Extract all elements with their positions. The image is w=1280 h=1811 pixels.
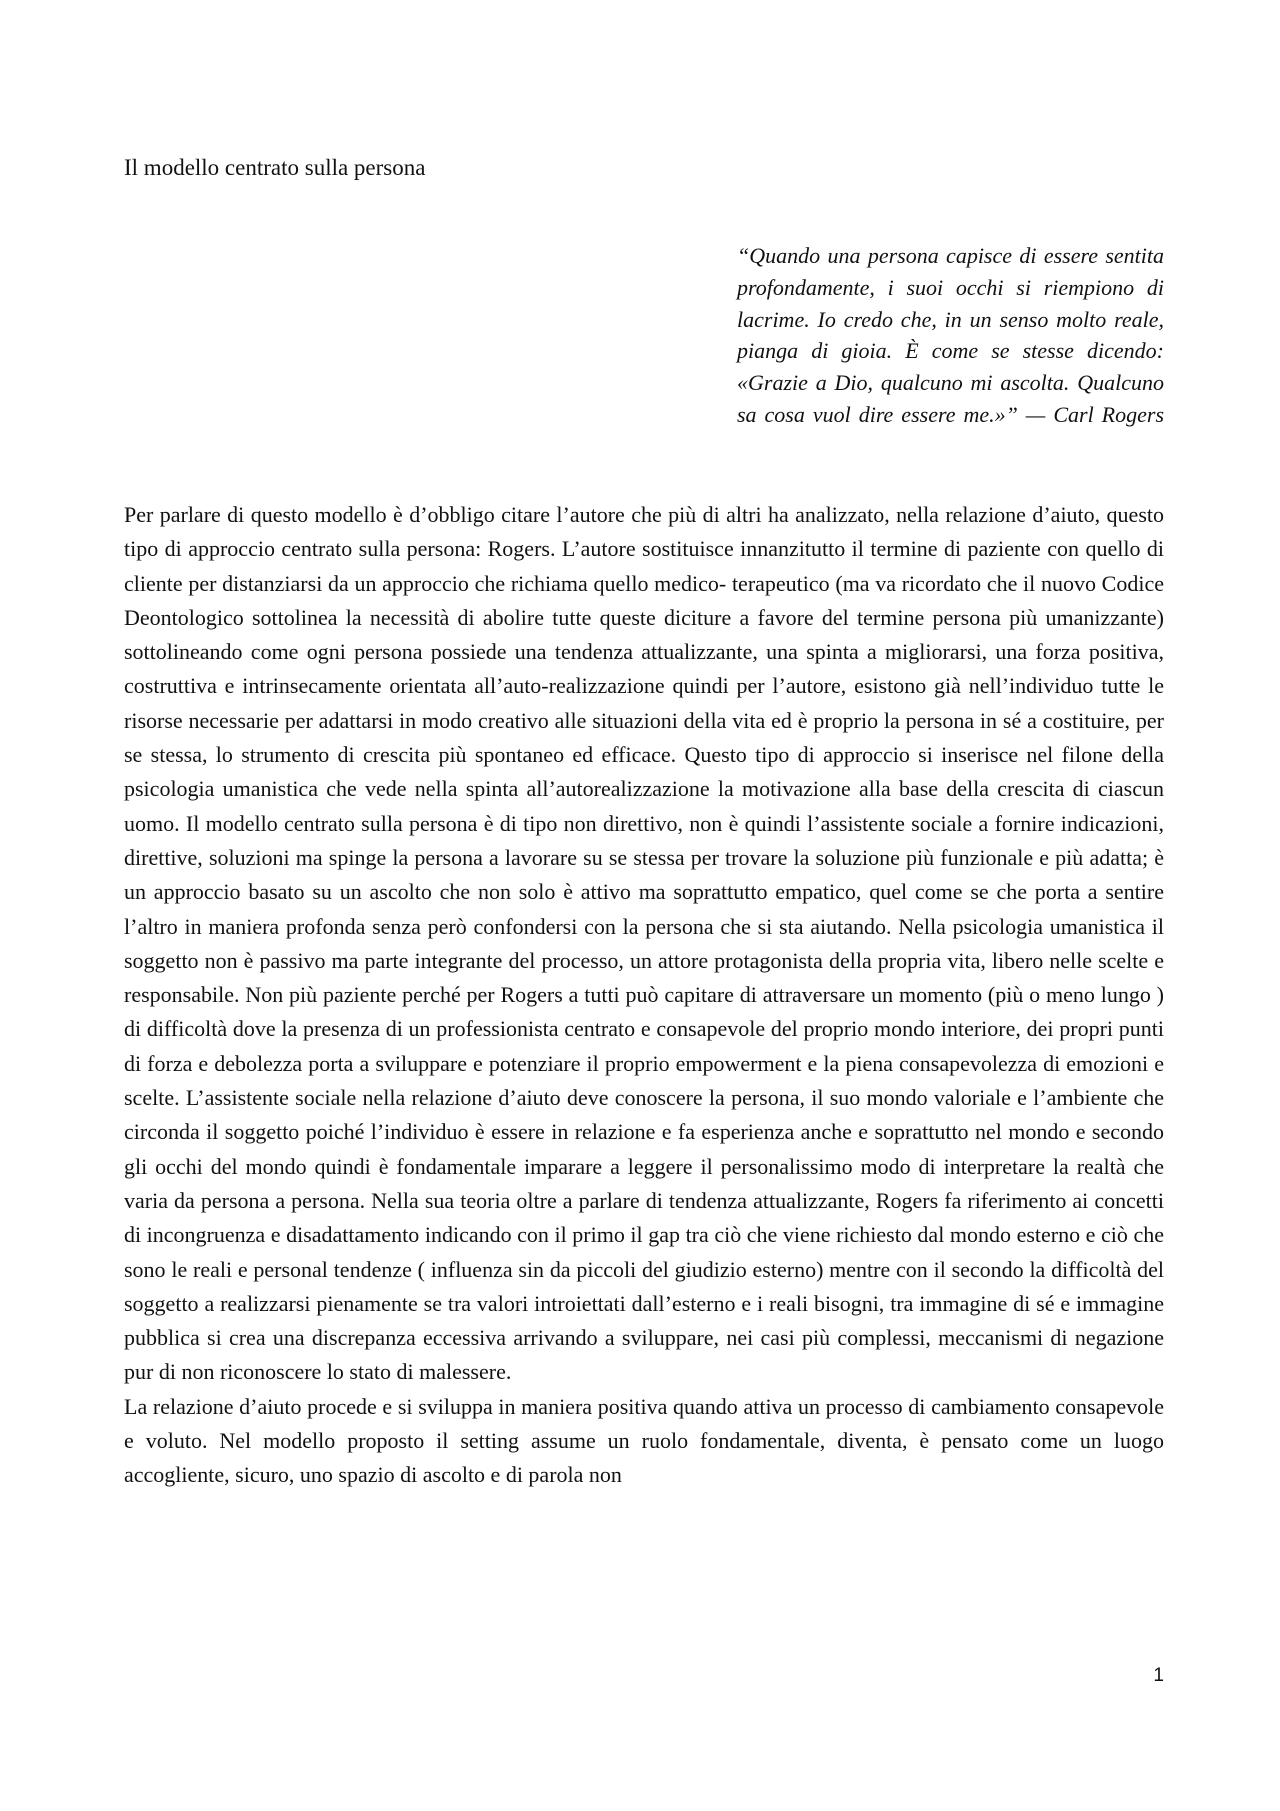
body-text: [124, 498, 1164, 1493]
page-number: 1: [1153, 1665, 1164, 1686]
document-title: Il modello centrato sulla persona: [124, 155, 426, 180]
paragraph: La relazione d’aiuto procede e si sviluppa in maniera positiva quando attiva un processo di cambiamento consapevole e voluto. Nel modello proposto il setting assume un ruolo fondamentale, diventa, è pensato come un luogo accogliente, sicuro, uno spazio di ascolto e di parola non: [124, 1393, 1164, 1488]
epigraph-quote: “Quando una persona capisce di essere sentita profondamente, i suoi occhi si riempiono di lacrime. Io credo che, in un senso molto reale, pianga di gioia. È come se stesse dicendo: «Grazie a Dio, qualcuno mi ascolta. Qualcuno sa cosa vuol dire essere me.»” — Carl Rogers: [737, 243, 1164, 427]
paragraph: Per parlare di questo modello è d’obbligo citare l’autore che più di altri ha analizzato, nella relazione d’aiuto, questo tipo di approccio centrato sulla persona: Rogers. L’autore sostituisce innanzitutto il termine di paziente con quello di cliente per distanziarsi da un approccio che richiama quello medico- terapeutico (ma va ricordato che il nuovo Codice Deontologico sottolinea la necessità di abolire tutte queste diciture a favore del termine persona più umanizzante) sottolineando come ogni persona possiede una tendenza attualizzante, una spinta a migliorarsi, una forza positiva, costruttiva e intrinsecamente orientata all’auto-realizzazione quindi per l’autore, esistono già nell’individuo tutte le risorse necessarie per adattarsi in modo creativo alle situazioni della vita ed è proprio la persona in sé a costituire, per se stessa, lo strumento di crescita più spontaneo ed efficace. Questo tipo di approccio si inserisce nel filone della psicologia umanistica che vede nella spinta all’autorealizzazione la motivazione alla base della crescita di ciascun uomo. Il modello centrato sulla persona è di tipo non direttivo, non è quindi l’assistente sociale a fornire indicazioni, direttive, soluzioni ma spinge la persona a lavorare su se stessa per trovare la soluzione più funzionale e più adatta; è un approccio basato su un ascolto che non solo è attivo ma soprattutto empatico, quel come se che porta a sentire l’altro in maniera profonda senza però confondersi con la persona che si sta aiutando. Nella psicologia umanistica il soggetto non è passivo ma parte integrante del processo, un attore protagonista della propria vita, libero nelle scelte e responsabile. Non più paziente perché per Rogers a tutti può capitare di attraversare un momento (più o meno lungo ) di difficoltà dove la presenza di un professionista centrato e consapevole del proprio mondo interiore, dei propri punti di forza e debolezza porta a sviluppare e potenziare il proprio empowerment e la piena consapevolezza di emozioni e scelte. L’assistente sociale nella relazione d’aiuto deve conoscere la persona, il suo mondo valoriale e l’ambiente che circonda il soggetto poiché l’individuo è essere in relazione e fa esperienza anche e soprattutto nel mondo e secondo gli occhi del mondo quindi è fondamentale imparare a leggere il personalissimo modo di interpretare la realtà che varia da persona a persona. Nella sua teoria oltre a parlare di tendenza attualizzante, Rogers fa riferimento ai concetti di incongruenza e disadattamento indicando con il primo il gap tra ciò che viene richiesto dal mondo esterno e ciò che sono le reali e personal tendenze ( influenza sin da piccoli del giudizio esterno) mentre con il secondo la difficoltà del soggetto a realizzarsi pienamente se tra valori introiettati dall’esterno e i reali bisogni, tra immagine di sé e immagine pubblica si crea una discrepanza eccessiva arrivando a sviluppare, nei casi più complessi, meccanismi di negazione pur di non riconoscere lo stato di malessere.: [124, 502, 1164, 1385]
